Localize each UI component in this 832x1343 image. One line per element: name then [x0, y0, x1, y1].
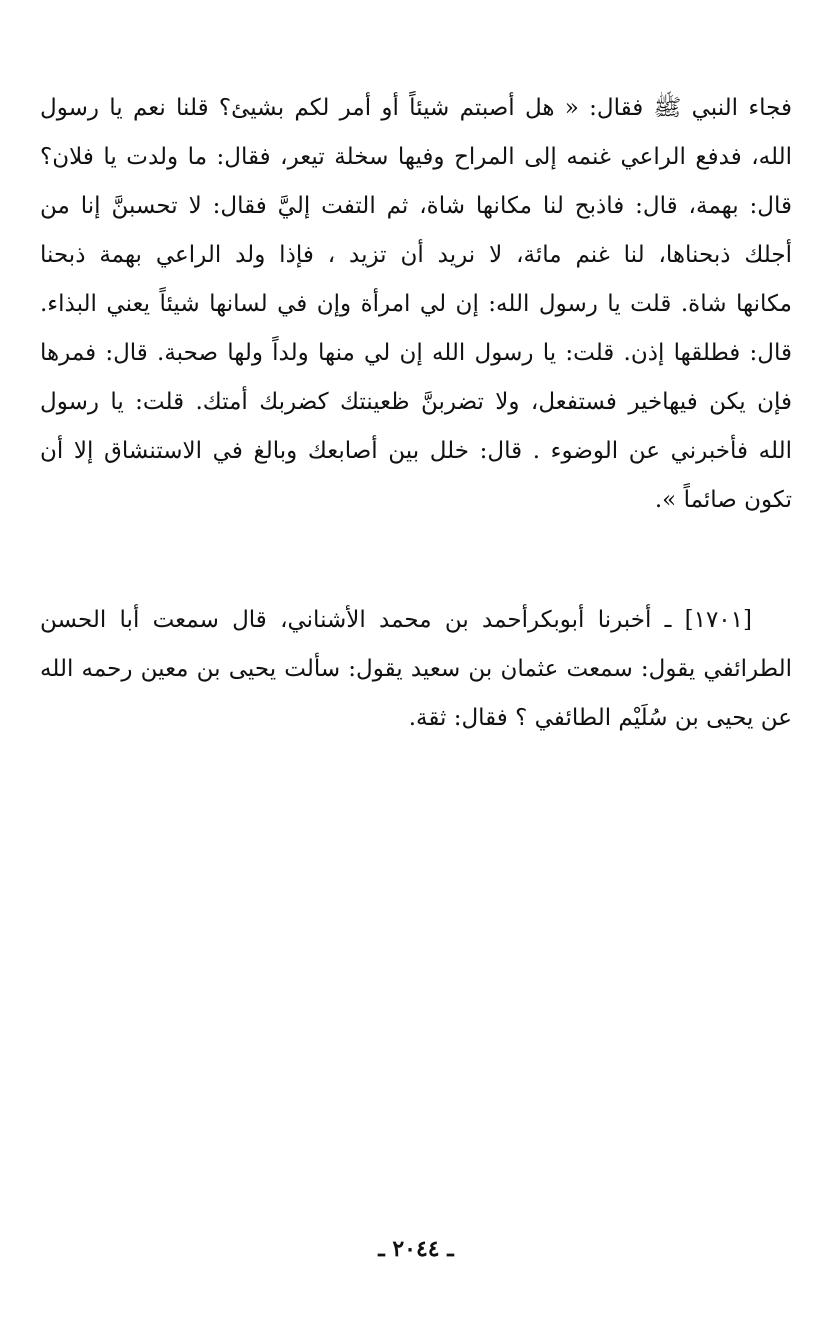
text-line: أجلك ذبحناها، لنا غنم مائة، لا نريد أن تزيد ، فإذا ولد الراعي بهمة ذبحنا: [40, 242, 792, 268]
hadith-entry-paragraph: [40, 596, 792, 743]
text-line: عن يحيى بن سُلَيْم الطائفي ؟ فقال: ثقة.: [408, 705, 792, 731]
main-paragraph: [40, 84, 792, 525]
text-line: قال: فطلقها إذن. قلت: يا رسول الله إن لي منها ولداً ولها صحبة. قال: فمرها: [40, 340, 792, 366]
text-line: تكون صائماً ».: [654, 487, 792, 513]
text-line: فإن يكن فيهاخير فستفعل، ولا تضربنَّ ظعينتك كضربك أمتك. قلت: يا رسول: [40, 389, 792, 415]
page-number: ـ ٢٠٤٤ ـ: [378, 1236, 454, 1262]
entry-first-line: [١٧٠١] ـ أخبرنا أبوبكرأحمد بن محمد الأشناني، قال سمعت أبا الحسن: [40, 607, 752, 633]
text-line: الله، فدفع الراعي غنمه إلى المراح وفيها سخلة تيعر، فقال: ما ولدت يا فلان؟: [40, 144, 792, 170]
text-line: مكانها شاة. قلت يا رسول الله: إن لي امرأة وإن في لسانها شيئاً يعني البذاء.: [40, 291, 792, 317]
text-line: فجاء النبي ﷺ فقال: « هل أصبتم شيئاً أو أمر لكم بشيئ؟ قلنا نعم يا رسول: [40, 95, 792, 121]
text-line: الله فأخبرني عن الوضوء . قال: خلل بين أصابعك وبالغ في الاستنشاق إلا أن: [40, 438, 792, 464]
text-line: الطرائفي يقول: سمعت عثمان بن سعيد يقول: سألت يحيى بن معين رحمه الله: [40, 656, 792, 682]
text-line: قال: بهمة، قال: فاذبح لنا مكانها شاة، ثم التفت إليَّ فقال: لا تحسبنَّ إنا من: [40, 193, 792, 219]
